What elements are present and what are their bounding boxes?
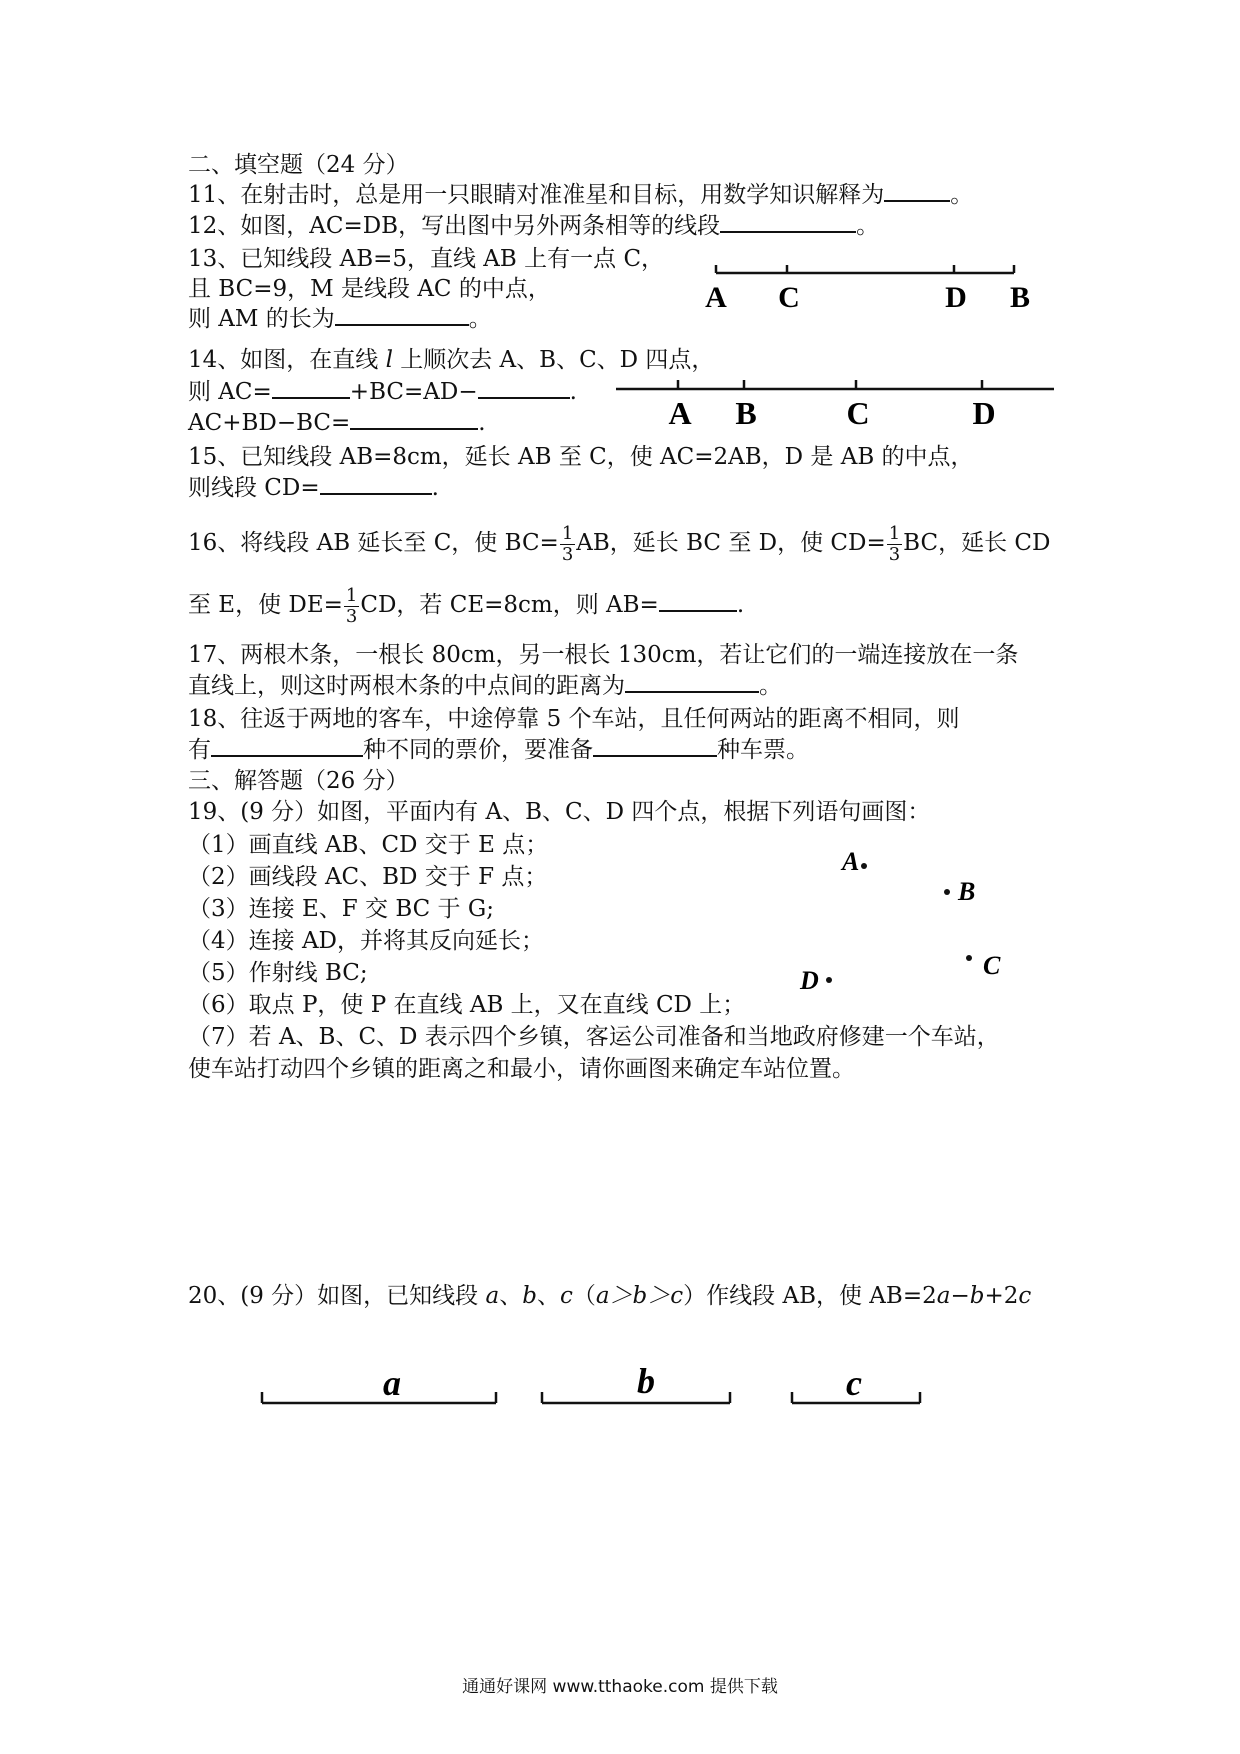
q13-label-d: D [945, 281, 967, 314]
q17-tail: 。 [759, 673, 782, 699]
q16-e: CD，若 CE=8cm，则 AB= [360, 592, 659, 618]
q16-frac-1: $\frac{1}{3}$ [561, 522, 574, 565]
q14-line-1 [188, 345, 714, 375]
q19-item-5: （5）作射线 BC; [188, 960, 368, 986]
q14-label-a: A [668, 395, 692, 431]
q14-line2-a: 则 AC= [188, 379, 272, 405]
q18-line-2 [188, 735, 809, 765]
q19-label-b: B [958, 877, 976, 906]
q15-tail: . [431, 475, 439, 501]
q19-item-7-cont: 使车站打动四个乡镇的距离之和最小，请你画图来确定车站位置。 [188, 1056, 855, 1082]
q19-point-c [966, 955, 972, 961]
q16-d: 至 E，使 DE= [188, 592, 343, 618]
q13-tail: 。 [468, 306, 492, 332]
q18-a: 有 [188, 737, 211, 763]
q20-var-b: b [522, 1283, 537, 1309]
q14-blank-2[interactable] [478, 377, 570, 399]
q14-line-2 [188, 377, 577, 407]
q20-eq-plus: +2 [984, 1283, 1019, 1309]
q19-intro: 19、(9 分）如图，平面内有 A、B、C、D 四个点，根据下列语句画图： [188, 799, 931, 825]
q20-segments-figure [250, 1355, 950, 1415]
q19-point-b [944, 889, 950, 895]
q14-line1-a: 14、如图，在直线 [188, 347, 386, 373]
q20-eq-b: b [969, 1283, 985, 1309]
segment-c-label: c [846, 1363, 862, 1403]
q17-line-2 [188, 671, 782, 701]
q13-label-a: A [705, 281, 727, 314]
q16-b: AB，延长 BC 至 D，使 CD= [576, 530, 886, 556]
q16-a: 16、将线段 AB 延长至 C，使 BC= [188, 530, 559, 556]
q19-item-7: （7）若 A、B、C、D 表示四个乡镇，客运公司准备和当地政府修建一个车站， [188, 1024, 1000, 1050]
q19-item-2: （2）画线段 AC、BD 交于 F 点； [188, 864, 548, 890]
q17-line-1: 17、两根木条，一根长 80cm，另一根长 130cm，若让它们的一端连接放在一条 [188, 642, 1019, 668]
q19-item-4: （4）连接 AD，并将其反向延长； [188, 928, 544, 954]
q14-line3-a: AC+BD−BC= [188, 410, 351, 436]
q11-tail: 。 [950, 182, 974, 208]
q14-blank-1[interactable] [272, 377, 350, 399]
q13-line-2: 且 BC=9，M 是线段 AC 的中点， [188, 276, 551, 302]
q14-line2-b: +BC=AD− [349, 379, 478, 405]
q14-line1-b: 上顺次去 A、B、C、D 四点， [392, 347, 715, 373]
q15-line-1: 15、已知线段 AB=8cm，延长 AB 至 C，使 AC=2AB，D 是 AB 的中点， [188, 444, 974, 470]
q19-label-a: A [842, 847, 860, 876]
q16-c: BC，延长 CD [903, 530, 1051, 556]
q20-var-c: c [559, 1283, 573, 1309]
q16-f: . [736, 592, 745, 618]
segment-a-label: a [383, 1363, 401, 1403]
q17-text: 直线上，则这时两根木条的中点间的距离为 [188, 673, 625, 699]
q16-blank[interactable] [659, 590, 737, 612]
q20-a: 20、(9 分）如图，已知线段 [188, 1283, 486, 1309]
q16-frac-2: $\frac{1}{3}$ [888, 522, 901, 565]
question-20 [188, 1281, 1031, 1311]
segment-b-label: b [637, 1361, 655, 1401]
q11-text: 11、在射击时，总是用一只眼睛对准准星和目标，用数学知识解释为 [188, 182, 885, 208]
q14-blank-3[interactable] [350, 408, 478, 430]
q14-line-3 [188, 408, 486, 438]
q12-blank[interactable] [720, 211, 856, 233]
q13-label-c: C [778, 281, 800, 314]
q14-line3-b: . [478, 410, 486, 436]
q15-blank[interactable] [320, 473, 432, 495]
q14-label-b: B [735, 395, 757, 431]
q20-eq-c: c [1018, 1283, 1032, 1309]
q20-condition: a＞b＞c [595, 1283, 684, 1309]
q20-eq-minus: − [950, 1283, 970, 1309]
q20-sep-2: 、 [536, 1283, 560, 1309]
q14-line-var: l [385, 347, 393, 373]
q19-item-6: （6）取点 P，使 P 在直线 AB 上，又在直线 CD 上； [188, 992, 746, 1018]
q16-line-1 [188, 520, 1050, 566]
q13-figure [700, 255, 1050, 320]
q19-point-a [861, 863, 867, 869]
question-12 [188, 211, 879, 241]
q20-sep-1: 、 [499, 1283, 523, 1309]
q18-blank-2[interactable] [593, 735, 717, 757]
section-3-title: 三、解答题（26 分） [188, 768, 409, 794]
q13-blank[interactable] [335, 304, 469, 326]
page-footer: 通通好课网 www.tthaoke.com 提供下载 [462, 1677, 778, 1697]
segment-c [792, 1363, 920, 1403]
segment-a [262, 1363, 496, 1403]
question-11 [188, 180, 973, 210]
q13-line-3 [188, 304, 492, 334]
q13-text: 则 AM 的长为 [188, 306, 335, 332]
q20-paren-close: ）作线段 AB，使 AB=2 [683, 1283, 937, 1309]
q16-line-2 [188, 582, 744, 628]
q19-point-d [826, 977, 832, 983]
q19-label-d: D [800, 966, 819, 995]
q20-eq-a: a [936, 1283, 951, 1309]
q18-line-1: 18、往返于两地的客车，中途停靠 5 个车站，且任何两站的距离不相同，则 [188, 706, 960, 732]
q14-line2-c: . [569, 379, 577, 405]
q16-frac-3: $\frac{1}{3}$ [345, 584, 358, 627]
q11-blank[interactable] [884, 180, 950, 202]
q15-text: 则线段 CD= [188, 475, 320, 501]
q18-b: 种不同的票价，要准备 [363, 737, 593, 763]
q14-label-d: D [972, 395, 996, 431]
section-2-title: 二、填空题（24 分） [188, 152, 409, 178]
q13-label-b: B [1009, 281, 1031, 314]
q19-item-1: （1）画直线 AB、CD 交于 E 点； [188, 832, 549, 858]
q12-text: 12、如图，AC=DB，写出图中另外两条相等的线段 [188, 213, 721, 239]
q14-label-c: C [846, 395, 870, 431]
q15-line-2 [188, 473, 439, 503]
q19-label-c: C [983, 951, 1001, 980]
q20-paren-open: （ [572, 1283, 596, 1309]
q20-var-a: a [485, 1283, 500, 1309]
q19-points-figure [790, 835, 1030, 1015]
q18-c: 种车票。 [717, 737, 809, 763]
q18-blank-1[interactable] [211, 735, 363, 757]
q12-tail: 。 [856, 213, 880, 239]
q17-blank[interactable] [625, 671, 759, 693]
q19-item-3: （3）连接 E、F 交 BC 于 G; [188, 896, 494, 922]
q13-line-1: 13、已知线段 AB=5，直线 AB 上有一点 C， [188, 246, 665, 272]
segment-b [542, 1361, 730, 1403]
q14-figure [612, 372, 1062, 437]
